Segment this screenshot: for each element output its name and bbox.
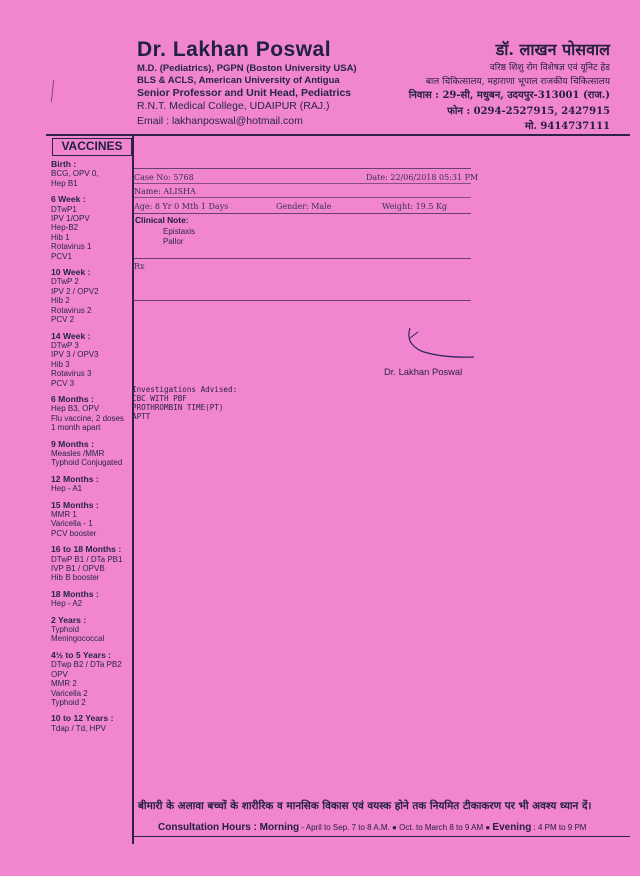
- vaccine-group: [51, 616, 133, 644]
- hindi-address: निवास : 29-सी, मधुबन, उदयपुर-313001 (राज.): [408, 90, 610, 101]
- morning-hours: - April to Sep. 7 to 8 A.M. ● Oct. to March 8 to 9 AM ●: [299, 823, 493, 832]
- vaccine-item: Rotavirus 3: [51, 369, 92, 379]
- vaccine-group: [51, 651, 133, 707]
- vaccine-item: MMR 1: [51, 510, 77, 519]
- evening-hours: : 4 PM to 9 PM: [531, 823, 587, 832]
- visit-date: Date: 22/06/2018 05:31 PM: [366, 173, 479, 182]
- vaccine-item: Flu vaccine, 2 doses: [51, 413, 124, 423]
- investigations-label: Investigations Advised:: [132, 385, 238, 394]
- vaccine-group: [51, 714, 133, 733]
- vaccine-group-heading: 4½ to 5 Years :: [51, 649, 112, 660]
- vaccine-group: [51, 440, 133, 468]
- vaccine-item: Typhoid Conjugated: [51, 458, 123, 468]
- hours-label: Consultation Hours :: [158, 822, 257, 833]
- vaccine-item: PCV1: [51, 251, 72, 261]
- vaccine-item: Hib 3: [51, 359, 70, 369]
- vaccine-group-heading: Birth :: [51, 159, 77, 169]
- vaccine-group: [51, 395, 133, 433]
- vaccine-group: [51, 332, 133, 388]
- vaccine-item: IPV 2 / OPV2: [51, 286, 99, 296]
- rx-line-4: [133, 258, 471, 259]
- vaccine-item: Rotavirus 1: [51, 242, 92, 252]
- vaccine-item: PCV 2: [51, 315, 75, 325]
- evening-label: Evening: [492, 822, 532, 833]
- vaccine-group-heading: 14 Week :: [51, 330, 91, 341]
- investigation-2: PROTHROMBIN TIME(PT): [132, 403, 224, 412]
- vaccine-schedule: [51, 160, 133, 740]
- rx-label: Rx: [134, 262, 145, 271]
- clinical-note-label: Clinical Note:: [135, 215, 189, 225]
- vaccines-title: VACCINES: [52, 138, 132, 156]
- vaccine-group: [51, 475, 133, 494]
- vaccine-item: Hib 1: [51, 232, 70, 242]
- vaccine-item: Typhoid: [51, 625, 80, 635]
- footer-hindi-note: बीमारी के अलावा बच्चों के शारीरिक व मानसिक विकास एवं वयस्क होने तक नियमित टीकाकरण पर भी अवश्य ध्यान दें।: [138, 800, 592, 812]
- vaccine-item: OPV: [51, 669, 68, 679]
- vaccine-item: DTwP 2: [51, 277, 79, 287]
- vaccine-item: Varicella 2: [51, 688, 88, 698]
- rx-line-3: [133, 213, 471, 214]
- signature: [404, 326, 478, 362]
- vaccine-item: Hib B booster: [51, 573, 100, 583]
- vaccine-group-heading: 6 Months :: [51, 393, 94, 404]
- patient-weight: Weight: 19.5 Kg: [382, 202, 448, 211]
- vaccine-item: MMR 2: [51, 679, 77, 689]
- vaccine-group-heading: 2 Years :: [51, 614, 87, 625]
- vaccine-item: DTwP B1 / DTa PB1: [51, 554, 123, 564]
- vaccine-item: Hib 2: [51, 296, 70, 306]
- case-number: Case No: 5768: [134, 173, 194, 182]
- rx-top-line: [133, 168, 471, 169]
- patient-age: Age: 8 Yr 0 Mth 1 Days: [134, 202, 229, 211]
- doctor-signature-name: Dr. Lakhan Poswal: [384, 366, 463, 377]
- vaccine-item: DTwP 3: [51, 340, 79, 350]
- vaccine-item: IPV 1/OPV: [51, 214, 90, 224]
- vaccine-group: [51, 545, 133, 583]
- doctor-name: Dr. Lakhan Poswal: [137, 38, 332, 61]
- rx-line-2: [133, 197, 471, 198]
- vaccine-item: 1 month apart: [51, 423, 101, 433]
- vaccine-group-heading: 18 Months :: [51, 588, 99, 599]
- hindi-phone: फोन : 0294-2527915, 2427915: [447, 106, 610, 117]
- vaccine-group: [51, 268, 133, 324]
- vaccine-item: BCG, OPV 0,: [51, 169, 99, 179]
- vaccine-item: Tdap / Td, HPV: [51, 723, 106, 733]
- vaccine-group: [51, 160, 133, 188]
- hindi-designation: वरिष्ठ शिशु रोग विशेषज्ञ एवं यूनिट हेड: [489, 63, 610, 73]
- vaccine-item: PCV 3: [51, 378, 75, 388]
- header-divider: [46, 134, 630, 136]
- position-line: Senior Professor and Unit Head, Pediatrics: [137, 87, 352, 99]
- vaccine-group: [51, 501, 133, 539]
- college-line: R.N.T. Medical College, UDAIPUR (RAJ.): [137, 100, 330, 112]
- qualification-line-2: BLS & ACLS, American University of Antigua: [137, 75, 340, 86]
- rx-line-5: [133, 300, 471, 301]
- clinical-note-2: Pallor: [163, 237, 184, 246]
- vaccine-group-heading: 12 Months :: [51, 473, 99, 484]
- vaccine-group-heading: 10 to 12 Years :: [51, 713, 114, 724]
- vaccine-group-heading: 10 Week :: [51, 267, 91, 278]
- doctor-name-hindi: डॉ. लाखन पोसवाल: [495, 40, 610, 59]
- email-line: Email : lakhanposwal@hotmail.com: [137, 115, 303, 127]
- morning-label: Morning: [259, 822, 300, 833]
- qualification-line-1: M.D. (Pediatrics), PGPN (Boston University USA): [137, 63, 357, 74]
- vaccine-item: Meningococcal: [51, 634, 105, 644]
- hindi-mobile: मो. 9414737111: [524, 121, 610, 132]
- patient-gender: Gender: Male: [276, 202, 332, 211]
- vaccine-item: Rotavirus 2: [51, 305, 92, 315]
- rx-line-1: [133, 183, 471, 184]
- vaccine-group-heading: 9 Months :: [51, 438, 94, 449]
- vaccine-group-heading: 6 Week :: [51, 194, 86, 205]
- vaccine-item: DTwP1: [51, 204, 77, 214]
- punch-mark: [51, 80, 57, 102]
- vaccine-group: [51, 590, 133, 609]
- footer-divider: [132, 836, 630, 837]
- vaccine-item: IPV 3 / OPV3: [51, 350, 99, 360]
- consultation-hours: [158, 822, 586, 833]
- vaccine-item: Typhoid 2: [51, 697, 86, 707]
- vaccine-item: Hep-B2: [51, 223, 79, 233]
- vaccine-item: Hep - A1: [51, 484, 83, 494]
- vaccine-item: IVP B1 / OPVB: [51, 564, 105, 574]
- investigation-3: APTT: [132, 412, 151, 421]
- clinical-note-1: Epistaxis: [163, 227, 196, 236]
- vaccine-group: [51, 195, 133, 261]
- vaccine-group-heading: 16 to 18 Months :: [51, 544, 122, 555]
- vaccine-item: PCV booster: [51, 528, 97, 538]
- vaccine-item: Hep B1: [51, 178, 78, 188]
- vaccine-item: Varicella - 1: [51, 519, 93, 529]
- hindi-hospital: बाल चिकित्सालय, महाराणा भूपाल राजकीय चिकित्सालय: [425, 77, 610, 87]
- vaccine-group-heading: 15 Months :: [51, 499, 99, 510]
- vaccine-item: DTwp B2 / DTa PB2: [51, 660, 122, 670]
- patient-name: Name: ALISHA: [134, 187, 196, 196]
- investigation-1: CBC WITH PBF: [132, 394, 187, 403]
- vaccine-item: Hep B3, OPV: [51, 404, 100, 414]
- vaccine-item: Measles /MMR: [51, 448, 105, 458]
- vaccine-item: Hep - A2: [51, 599, 83, 609]
